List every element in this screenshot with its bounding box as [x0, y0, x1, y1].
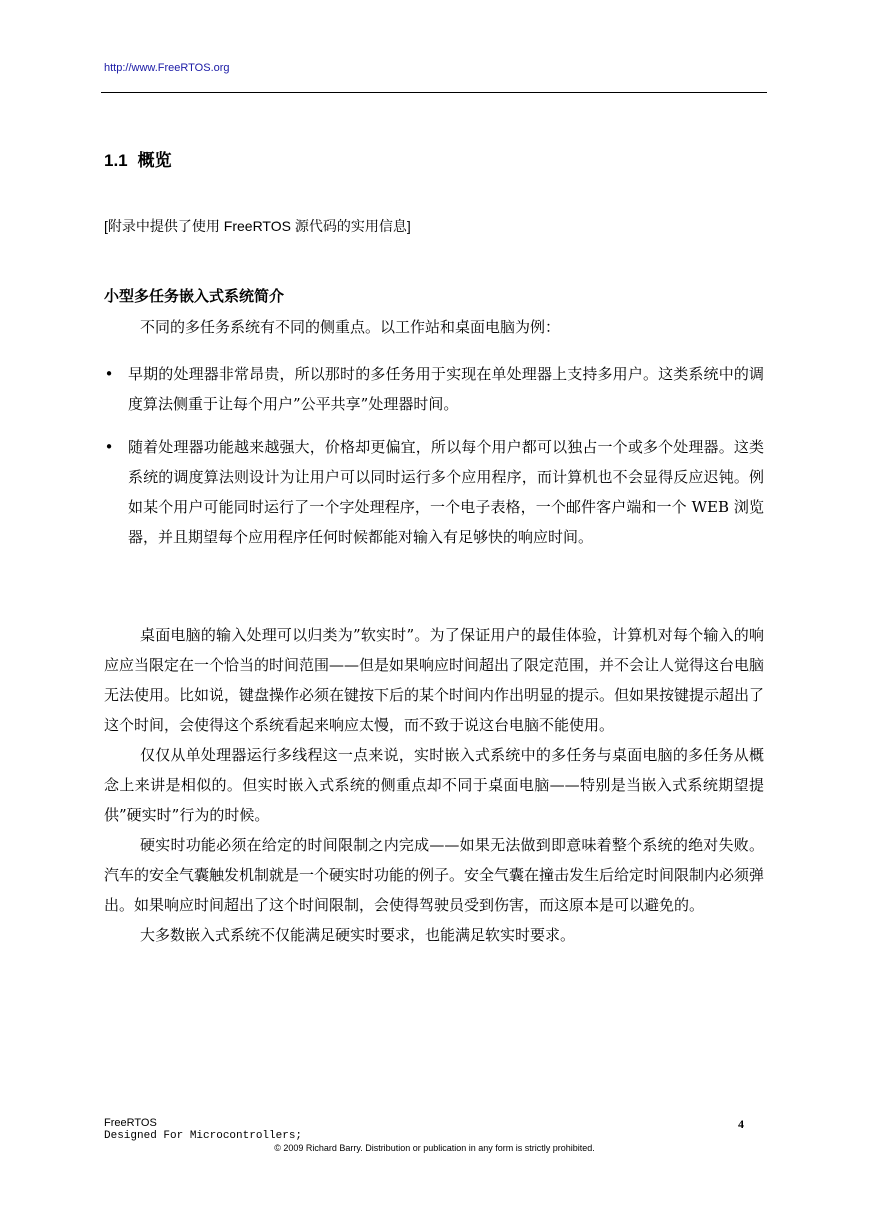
footer-product: FreeRTOS: [104, 1117, 157, 1129]
section-title: 概览: [137, 151, 172, 170]
page-number: 4: [738, 1117, 744, 1131]
bullet-icon: •: [104, 365, 114, 383]
header-url-link[interactable]: http://www.FreeRTOS.org: [104, 62, 230, 74]
list-item: [104, 432, 764, 552]
section-number: 1.1: [104, 151, 128, 170]
bullet-icon: •: [104, 438, 114, 456]
footer-branding: [104, 1117, 302, 1143]
bullet-text: 随着处理器功能越来越强大，价格却更偏宜，所以每个用户都可以独占一个或多个处理器。这类系统的调度算法则设计为让用户可以同时运行多个应用程序，而计算机也不会显得反应迟钝。例如某个用户可能同时运行了一个字处理程序，一个电子表格，一个邮件客户端和一个 WEB 浏览器，并且期望每个应用程序任何时候都能对输入有足够快的响应时间。: [128, 438, 764, 546]
paragraph: 大多数嵌入式系统不仅能满足硬实时要求，也能满足软实时要求。: [140, 926, 576, 944]
list-item: [104, 359, 764, 419]
paragraph: 硬实时功能必须在给定的时间限制之内完成——如果无法做到即意味着整个系统的绝对失败。汽车的安全气囊触发机制就是一个硬实时功能的例子。安全气囊在撞击发生后给定时间限制内必须弹出。如果响应时间超出了这个时间限制，会使得驾驶员受到伤害，而这原本是可以避免的。: [104, 836, 765, 914]
header-divider: [101, 92, 767, 93]
body-paragraphs: [104, 620, 764, 950]
footer-copyright: © 2009 Richard Barry. Distribution or publication in any form is strictly prohibited.: [274, 1143, 595, 1153]
paragraph: 仅仅从单处理器运行多线程这一点来说，实时嵌入式系统中的多任务与桌面电脑的多任务从概念上来讲是相似的。但实时嵌入式系统的侧重点却不同于桌面电脑——特别是当嵌入式系统期望提供”硬实时”行为的时候。: [104, 746, 764, 824]
bullet-text: 早期的处理器非常昂贵，所以那时的多任务用于实现在单处理器上支持多用户。这类系统中的调度算法侧重于让每个用户”公平共享”处理器时间。: [128, 365, 764, 413]
paragraph: 桌面电脑的输入处理可以归类为”软实时”。为了保证用户的最佳体验，计算机对每个输入的响应应当限定在一个恰当的时间范围——但是如果响应时间超出了限定范围，并不会让人觉得这台电脑无法使用。比如说，键盘操作必须在键按下后的某个时间内作出明显的提示。但如果按键提示超出了这个时间，会使得这个系统看起来响应太慢，而不致于说这台电脑不能使用。: [104, 626, 765, 734]
footer-tagline: Designed For Microcontrollers;: [104, 1130, 303, 1142]
section-heading: [104, 146, 172, 171]
subheading: 小型多任务嵌入式系统简介: [104, 287, 285, 305]
bullet-list: [104, 359, 764, 565]
intro-paragraph: 不同的多任务系统有不同的侧重点。以工作站和桌面电脑为例：: [140, 318, 561, 336]
appendix-note: [附录中提供了使用 FreeRTOS 源代码的实用信息]: [104, 218, 411, 234]
